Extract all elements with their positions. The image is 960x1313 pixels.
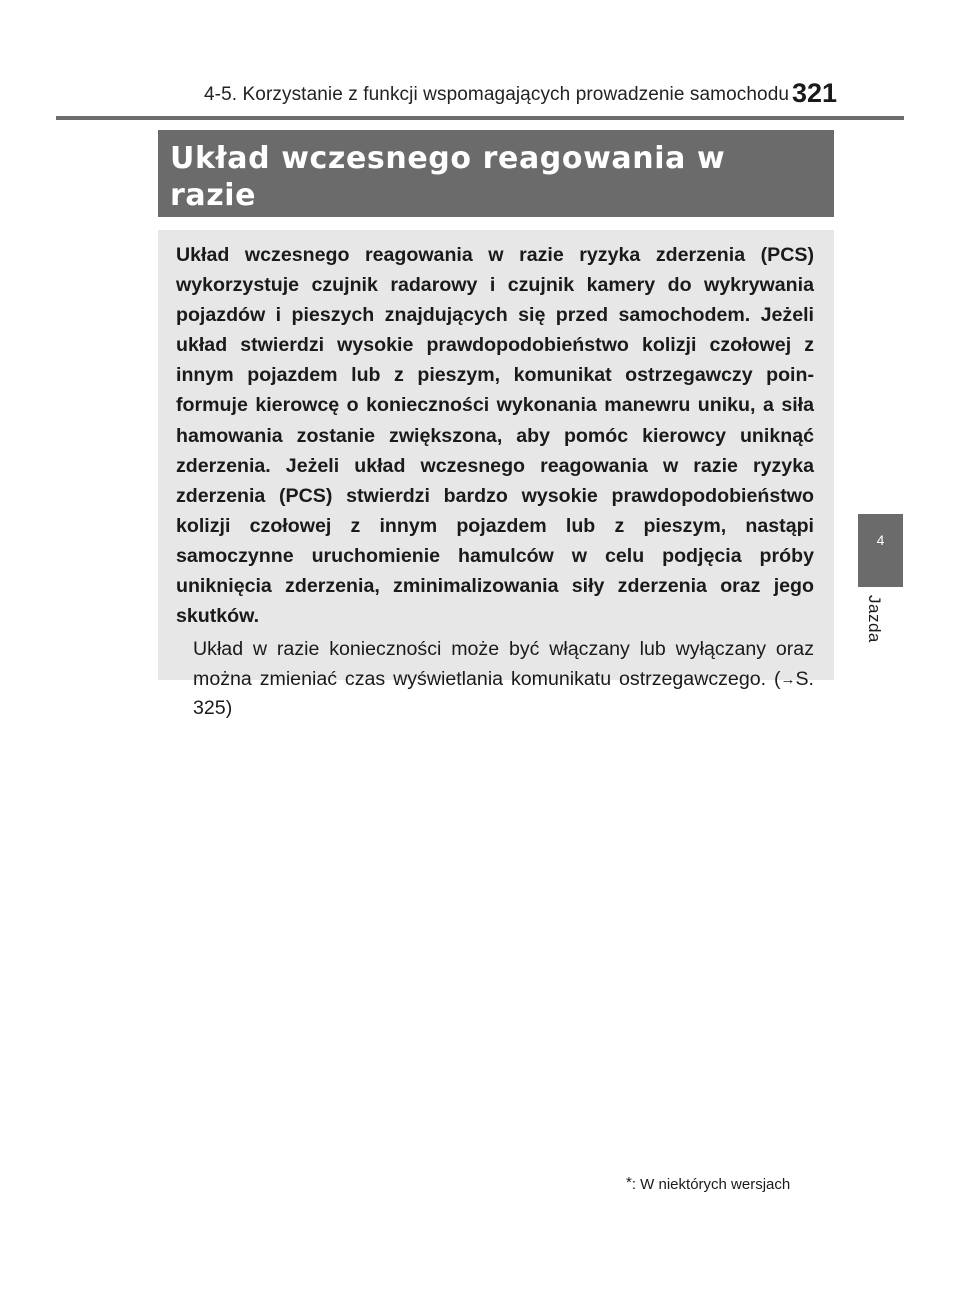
- chapter-label: Jazda: [865, 595, 884, 643]
- footnote: [626, 1174, 790, 1193]
- chapter-tab: [858, 514, 903, 587]
- intro-box: [158, 230, 834, 720]
- chapter-number: 4: [876, 532, 885, 548]
- running-header-section: 4-5. Korzystanie z funkcji wspomagających prowadzenie samochodu: [204, 84, 790, 105]
- section-title-box: [158, 130, 834, 217]
- arrow-right-icon: →: [780, 670, 796, 688]
- intro-note-text: Układ w razie konieczności może być włączany lub wyłączany oraz można zmieniać czas wyświetlania komunikatu ostrzegawczego. (: [193, 638, 814, 690]
- page-number: 321: [792, 78, 838, 108]
- header-divider: [56, 116, 904, 120]
- page-reference-link[interactable]: S. 325): [193, 667, 814, 720]
- footnote-text: : W niektórych wersjach: [631, 1176, 791, 1193]
- asterisk-icon: *: [626, 1174, 632, 1191]
- intro-note: [193, 635, 814, 724]
- intro-paragraph: Układ wczesnego reagowania w razie ryzyka zderzenia (PCS) wykorzystuje czujnik radarowy i czujnik kamery do wykrywania pojazdów i pieszych znajdujących się przed samochodem. Jeżeli układ stwierdzi wysokie prawdopodobieństwo kolizji czołowej z innym pojazdem lub z pieszym, komunikat ostrzegawczy poinformuje kierowcę o konieczności wykonania manewru uniku, a siła hamowania zostanie zwiększona, aby pomóc kierowcy uniknąć zderzenia. Jeżeli układ wczesnego reagowania w razie ryzyka zderzenia (PCS) stwierdzi bardzo wysokie prawdopodobieństwo kolizji czołowej z innym pojazdem lub z pieszym, nastąpi samoczynne uruchomienie hamulców w celu podjęcia próby uniknięcia zderzenia, zminimalizowania siły zderzenia oraz jego skutków.: [176, 244, 814, 628]
- section-title-line-1: Układ wczesnego reagowania w razie: [170, 141, 726, 213]
